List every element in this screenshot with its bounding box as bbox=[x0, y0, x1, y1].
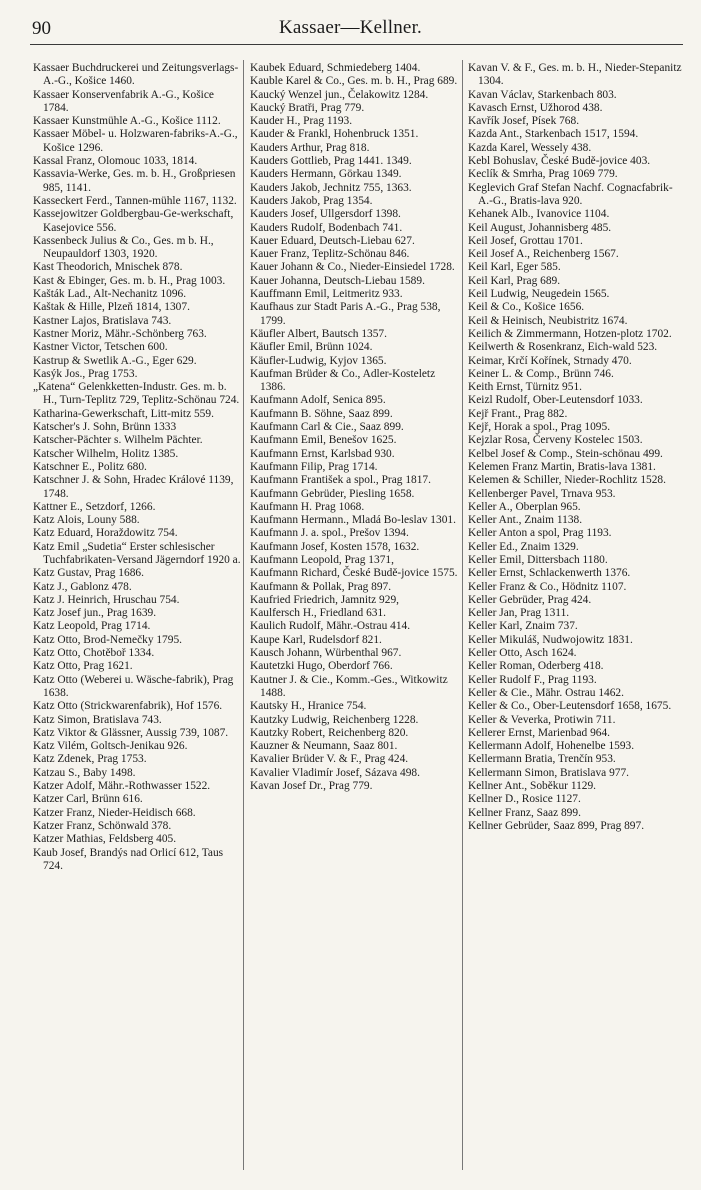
directory-entry: Kellermann Bratia, Trenčín 953. bbox=[468, 753, 616, 766]
directory-entry: Kauer Johanna, Deutsch-Liebau 1589. bbox=[250, 274, 425, 287]
directory-entry: Kellermann Simon, Bratislava 977. bbox=[468, 766, 630, 779]
directory-entry: Kauble Karel & Co., Ges. m. b. H., Prag 689. bbox=[250, 75, 458, 88]
directory-entry: Katz Eduard, Horaždowitz 754. bbox=[33, 527, 178, 540]
column-3 bbox=[468, 62, 686, 833]
header-rule bbox=[30, 44, 683, 45]
directory-entry: Kelemen Franz Martin, Bratis-lava 1381. bbox=[468, 460, 656, 473]
directory-entry: Keller Emil, Dittersbach 1180. bbox=[468, 553, 608, 566]
directory-entry: Keizl Rudolf, Ober-Leutensdorf 1033. bbox=[468, 394, 643, 407]
directory-entry: Kauzner & Neumann, Saaz 801. bbox=[250, 740, 398, 753]
directory-entry: Katzau S., Baby 1498. bbox=[33, 766, 136, 779]
directory-entry: Keglevich Graf Stefan Nachf. Cognacfabrik-A.-G., Bratis-lava 920. bbox=[468, 181, 673, 207]
directory-entry: Katz Leopold, Prag 1714. bbox=[33, 620, 151, 633]
directory-entry: Kašták Lad., Alt-Nechanitz 1096. bbox=[33, 288, 187, 301]
directory-entry: Kaufmann J. a. spol., Prešov 1394. bbox=[250, 527, 409, 540]
directory-entry: Kausch Johann, Würbenthal 967. bbox=[250, 647, 402, 660]
directory-entry: Katscher's J. Sohn, Brünn 1333 bbox=[33, 421, 177, 434]
directory-entry: Katz Otto, Prag 1621. bbox=[33, 660, 133, 673]
directory-entry: Keith Ernst, Türnitz 951. bbox=[468, 381, 582, 394]
directory-entry: Kasseckert Ferd., Tannen-mühle 1167, 1132. bbox=[33, 194, 237, 207]
directory-entry: Katschner J. & Sohn, Hradec Králové 1139, 1748. bbox=[33, 474, 234, 500]
directory-entry: Käufler Emil, Brünn 1024. bbox=[250, 341, 373, 354]
directory-entry: Katz J., Gablonz 478. bbox=[33, 580, 132, 593]
directory-entry: Kassal Franz, Olomouc 1033, 1814. bbox=[33, 155, 198, 168]
directory-entry: Kellerer Ernst, Marienbad 964. bbox=[468, 726, 611, 739]
directory-entry: Katz J. Heinrich, Hruschau 754. bbox=[33, 593, 180, 606]
directory-entry: Kauders Arthur, Prag 818. bbox=[250, 141, 370, 154]
directory-entry: Kellner Franz, Saaz 899. bbox=[468, 806, 581, 819]
directory-entry: Keller & Veverka, Protiwin 711. bbox=[468, 713, 616, 726]
directory-entry: Kasýk Jos., Prag 1753. bbox=[33, 367, 138, 380]
directory-entry: Kassejowitzer Goldbergbau-Ge-werkschaft, Kasejovice 556. bbox=[33, 208, 234, 234]
directory-entry: Katz Alois, Louny 588. bbox=[33, 514, 140, 527]
directory-entry: Käufler-Ludwig, Kyjov 1365. bbox=[250, 354, 387, 367]
directory-entry: Keil Josef A., Reichenberg 1567. bbox=[468, 248, 619, 261]
directory-entry: Kavalier Vladimír Josef, Sázava 498. bbox=[250, 766, 420, 779]
directory-entry: Kaufmann Emil, Benešov 1625. bbox=[250, 434, 397, 447]
directory-entry: Kellner Ant., Soběkur 1129. bbox=[468, 780, 597, 793]
directory-entry: Kellner D., Rosice 1127. bbox=[468, 793, 581, 806]
directory-entry: Kauders Hermann, Görkau 1349. bbox=[250, 168, 402, 181]
directory-entry: Kauder & Frankl, Hohenbruck 1351. bbox=[250, 128, 419, 141]
directory-entry: Kassavia-Werke, Ges. m. b. H., Großpriesen 985, 1141. bbox=[33, 168, 236, 194]
directory-entry: Kebl Bohuslav, České Budě-jovice 403. bbox=[468, 155, 651, 168]
directory-entry: Kaufmann Hermann., Mladá Bo-leslav 1301. bbox=[250, 514, 456, 527]
directory-entry: Keller Anton a spol, Prag 1193. bbox=[468, 527, 612, 540]
directory-entry: Keller A., Oberplan 965. bbox=[468, 500, 581, 513]
directory-entry: Kaucký Wenzel jun., Čelakowitz 1284. bbox=[250, 88, 429, 101]
directory-entry: Kaufmann Josef, Kosten 1578, 1632. bbox=[250, 540, 420, 553]
directory-entry: Keller & Co., Ober-Leutensdorf 1658, 1675. bbox=[468, 700, 672, 713]
directory-entry: Katzer Franz, Schönwald 378. bbox=[33, 819, 172, 832]
directory-entry: Katharina-Gewerkschaft, Litt-mitz 559. bbox=[33, 407, 214, 420]
directory-entry: Kautsky H., Hranice 754. bbox=[250, 700, 367, 713]
directory-entry: Kaub Josef, Brandýs nad Orlicí 612, Taus 724. bbox=[33, 846, 224, 872]
directory-entry: Kassaer Konservenfabrik A.-G., Košice 1784. bbox=[33, 88, 214, 114]
directory-entry: Katzer Franz, Nieder-Heidisch 668. bbox=[33, 806, 196, 819]
directory-entry: Katz Emil „Sudetia“ Erster schlesischer Tuchfabrikaten-Versand Jägerndorf 1920 a. bbox=[33, 540, 241, 566]
directory-entry: Keller Karl, Znaim 737. bbox=[468, 620, 578, 633]
directory-entry: Katz Otto (Strickwarenfabrik), Hof 1576. bbox=[33, 700, 223, 713]
directory-entry: Kastner Lajos, Bratislava 743. bbox=[33, 314, 172, 327]
directory-entry: Kassaer Kunstmühle A.-G., Košice 1112. bbox=[33, 115, 221, 128]
directory-entry: Keimar, Krčí Kořínek, Strnady 470. bbox=[468, 354, 632, 367]
directory-entry: Katschner E., Politz 680. bbox=[33, 460, 147, 473]
directory-entry: Kaubek Eduard, Schmiedeberg 1404. bbox=[250, 62, 421, 74]
directory-entry: Kavřík Josef, Písek 768. bbox=[468, 115, 580, 128]
directory-entry: Katz Zdenek, Prag 1753. bbox=[33, 753, 147, 766]
directory-entry: Kazda Karel, Wessely 438. bbox=[468, 141, 592, 154]
directory-entry: Kaštak & Hille, Plzeň 1814, 1307. bbox=[33, 301, 190, 314]
directory-entry: Kaufried Friedrich, Jamnitz 929, bbox=[250, 593, 399, 606]
directory-entry: Kavan Josef Dr., Prag 779. bbox=[250, 780, 373, 793]
directory-entry: Kauer Eduard, Deutsch-Liebau 627. bbox=[250, 234, 415, 247]
directory-entry: Kastner Moriz, Mähr.-Schönberg 763. bbox=[33, 327, 207, 340]
directory-entry: Kast & Ebinger, Ges. m. b. H., Prag 1003. bbox=[33, 274, 226, 287]
directory-entry: Katscher-Pächter s. Wilhelm Pächter. bbox=[33, 434, 203, 447]
directory-entry: Kejř, Horak a spol., Prag 1095. bbox=[468, 421, 611, 434]
directory-entry: Keil Karl, Prag 689. bbox=[468, 274, 561, 287]
directory-entry: Kellner Gebrüder, Saaz 899, Prag 897. bbox=[468, 819, 645, 832]
directory-entry: Kaulfersch H., Friedland 631. bbox=[250, 607, 387, 620]
page-number: 90 bbox=[32, 18, 51, 39]
directory-entry: Kehanek Alb., Ivanovice 1104. bbox=[468, 208, 610, 221]
directory-entry: Kaufman Brüder & Co., Adler-Kosteletz 1386. bbox=[250, 367, 436, 394]
directory-entry: Kaufmann & Pollak, Prag 897. bbox=[250, 580, 392, 593]
directory-entry: Kavasch Ernst, Užhorod 438. bbox=[468, 101, 603, 114]
directory-entry: Katz Vilém, Goltsch-Jenikau 926. bbox=[33, 740, 188, 753]
directory-entry: Keiner L. & Comp., Brünn 746. bbox=[468, 367, 614, 380]
directory-entry: Kellenberger Pavel, Trnava 953. bbox=[468, 487, 616, 500]
directory-entry: Kauders Jakob, Jechnitz 755, 1363. bbox=[250, 181, 412, 194]
column-divider bbox=[462, 60, 463, 1170]
directory-entry: Kautzky Robert, Reichenberg 820. bbox=[250, 726, 409, 739]
directory-entry: Kaufmann Adolf, Senica 895. bbox=[250, 394, 386, 407]
directory-entry: Keller Rudolf F., Prag 1193. bbox=[468, 673, 597, 686]
directory-entry: Kaufmann B. Söhne, Saaz 899. bbox=[250, 407, 393, 420]
directory-entry: Kelemen & Schiller, Nieder-Rochlitz 1528. bbox=[468, 474, 666, 487]
directory-entry: Keller Roman, Oderberg 418. bbox=[468, 660, 604, 673]
directory-entry: Kazda Ant., Starkenbach 1517, 1594. bbox=[468, 128, 639, 141]
directory-entry: Kauders Gottlieb, Prag 1441. 1349. bbox=[250, 155, 412, 168]
directory-entry: Kauder H., Prag 1193. bbox=[250, 115, 353, 128]
directory-entry: Kassaer Buchdruckerei und Zeitungsverlags-A.-G., Košice 1460. bbox=[33, 62, 239, 88]
directory-entry: Katzer Carl, Brünn 616. bbox=[33, 793, 143, 806]
directory-entry: Kelbel Josef & Comp., Stein-schönau 499. bbox=[468, 447, 663, 460]
directory-entry: Katz Simon, Bratislava 743. bbox=[33, 713, 162, 726]
directory-entry: Katzer Mathias, Feldsberg 405. bbox=[33, 833, 177, 846]
directory-entry: Kattner E., Setzdorf, 1266. bbox=[33, 500, 156, 513]
directory-entry: Keller Franz & Co., Hödnitz 1107. bbox=[468, 580, 627, 593]
directory-entry: Kejzlar Rosa, Červeny Kostelec 1503. bbox=[468, 434, 643, 447]
directory-entry: Kautner J. & Cie., Komm.-Ges., Witkowitz 1488. bbox=[250, 673, 448, 699]
directory-entry: Kautetzki Hugo, Oberdorf 766. bbox=[250, 660, 393, 673]
directory-entry: Keller Gebrüder, Prag 424. bbox=[468, 593, 592, 606]
directory-entry: Keller Mikuláš, Nudwojowitz 1831. bbox=[468, 633, 633, 646]
directory-entry: Kavan V. & F., Ges. m. b. H., Nieder-Stepanitz 1304. bbox=[468, 62, 682, 88]
directory-entry: Kaufmann Filip, Prag 1714. bbox=[250, 460, 378, 473]
directory-entry: Kauders Rudolf, Bodenbach 741. bbox=[250, 221, 403, 234]
directory-entry: Keil Karl, Eger 585. bbox=[468, 261, 561, 274]
directory-entry: Keller Jan, Prag 1311. bbox=[468, 607, 570, 620]
directory-entry: Kaufmann Gebrüder, Piesling 1658. bbox=[250, 487, 415, 500]
column-divider bbox=[243, 60, 244, 1170]
directory-entry: Kauer Franz, Teplitz-Schönau 846. bbox=[250, 248, 410, 261]
column-2 bbox=[250, 62, 458, 793]
directory-entry: „Katena“ Gelenkketten-Industr. Ges. m. b. H., Turn-Teplitz 729, Teplitz-Schönau 724. bbox=[33, 381, 240, 407]
directory-entry: Keilich & Zimmermann, Hotzen-plotz 1702. bbox=[468, 327, 672, 340]
directory-entry: Kaupe Karl, Rudelsdorf 821. bbox=[250, 633, 382, 646]
directory-entry: Kast Theodorich, Mnischek 878. bbox=[33, 261, 183, 274]
directory-entry: Katz Otto, Chotěboř 1334. bbox=[33, 647, 155, 660]
directory-entry: Kauer Johann & Co., Nieder-Einsiedel 1728. bbox=[250, 261, 455, 274]
directory-entry: Keil Josef, Grottau 1701. bbox=[468, 234, 583, 247]
directory-entry: Kavan Václav, Starkenbach 803. bbox=[468, 88, 617, 101]
directory-entry: Kaufmann Richard, České Budě-jovice 1575. bbox=[250, 567, 458, 580]
column-1 bbox=[33, 62, 241, 873]
directory-entry: Keil Ludwig, Neugedein 1565. bbox=[468, 288, 610, 301]
running-head: Kassaer—Kellner. bbox=[278, 17, 422, 38]
directory-entry: Katz Gustav, Prag 1686. bbox=[33, 567, 144, 580]
directory-entry: Katz Otto (Weberei u. Wäsche-fabrik), Prag 1638. bbox=[33, 673, 234, 699]
directory-entry: Kaulich Rudolf, Mähr.-Ostrau 414. bbox=[250, 620, 411, 633]
directory-entry: Katz Viktor & Glässner, Aussig 739, 1087. bbox=[33, 726, 229, 739]
directory-entry: Katscher Wilhelm, Holitz 1385. bbox=[33, 447, 179, 460]
directory-entry: Keller Ernst, Schlackenwerth 1376. bbox=[468, 567, 631, 580]
directory-entry: Kaufmann Ernst, Karlsbad 930. bbox=[250, 447, 395, 460]
directory-entry: Keil & Heinisch, Neubistritz 1674. bbox=[468, 314, 628, 327]
directory-entry: Keller Ed., Znaim 1329. bbox=[468, 540, 579, 553]
directory-entry: Kellermann Adolf, Hohenelbe 1593. bbox=[468, 740, 635, 753]
directory-entry: Kejř Frant., Prag 882. bbox=[468, 407, 568, 420]
directory-entry: Kavalier Brüder V. & F., Prag 424. bbox=[250, 753, 409, 766]
directory-entry: Katzer Adolf, Mähr.-Rothwasser 1522. bbox=[33, 780, 211, 793]
directory-entry: Keller Ant., Znaim 1138. bbox=[468, 514, 583, 527]
directory-entry: Kaufmann Leopold, Prag 1371, bbox=[250, 553, 394, 566]
directory-entry: Kaufmann H. Prag 1068. bbox=[250, 500, 365, 513]
directory-entry: Keil August, Johannisberg 485. bbox=[468, 221, 612, 234]
directory-entry: Kaufhaus zur Stadt Paris A.-G., Prag 538, 1799. bbox=[250, 301, 441, 327]
directory-entry: Kaufmann František a spol., Prag 1817. bbox=[250, 474, 431, 487]
directory-entry: Kastrup & Swetlik A.-G., Eger 629. bbox=[33, 354, 197, 367]
directory-entry: Katz Josef jun., Prag 1639. bbox=[33, 607, 157, 620]
directory-entry: Keil & Co., Košice 1656. bbox=[468, 301, 585, 314]
directory-entry: Käufler Albert, Bautsch 1357. bbox=[250, 327, 387, 340]
directory-entry: Keller & Cie., Mähr. Ostrau 1462. bbox=[468, 686, 624, 699]
directory-entry: Keclík & Smrha, Prag 1069 779. bbox=[468, 168, 618, 181]
directory-entry: Keilwerth & Rosenkranz, Eich-wald 523. bbox=[468, 341, 658, 354]
directory-entry: Kassaer Möbel- u. Holzwaren-fabriks-A.-G., Košice 1296. bbox=[33, 128, 238, 154]
directory-entry: Kauffmann Emil, Leitmeritz 933. bbox=[250, 288, 403, 301]
directory-entry: Kauders Josef, Ullgersdorf 1398. bbox=[250, 208, 401, 221]
directory-entry: Kauders Jakob, Prag 1354. bbox=[250, 194, 373, 207]
directory-entry: Kassenbeck Julius & Co., Ges. m b. H., Neupauldorf 1303, 1920. bbox=[33, 234, 214, 261]
directory-entry: Kaufmann Carl & Cie., Saaz 899. bbox=[250, 421, 404, 434]
directory-entry: Katz Otto, Brod-Nemečky 1795. bbox=[33, 633, 182, 646]
directory-entry: Kautzky Ludwig, Reichenberg 1228. bbox=[250, 713, 419, 726]
directory-entry: Keller Otto, Asch 1624. bbox=[468, 647, 577, 660]
directory-entry: Kastner Victor, Tetschen 600. bbox=[33, 341, 168, 354]
directory-entry: Kaucký Bratři, Prag 779. bbox=[250, 101, 365, 114]
